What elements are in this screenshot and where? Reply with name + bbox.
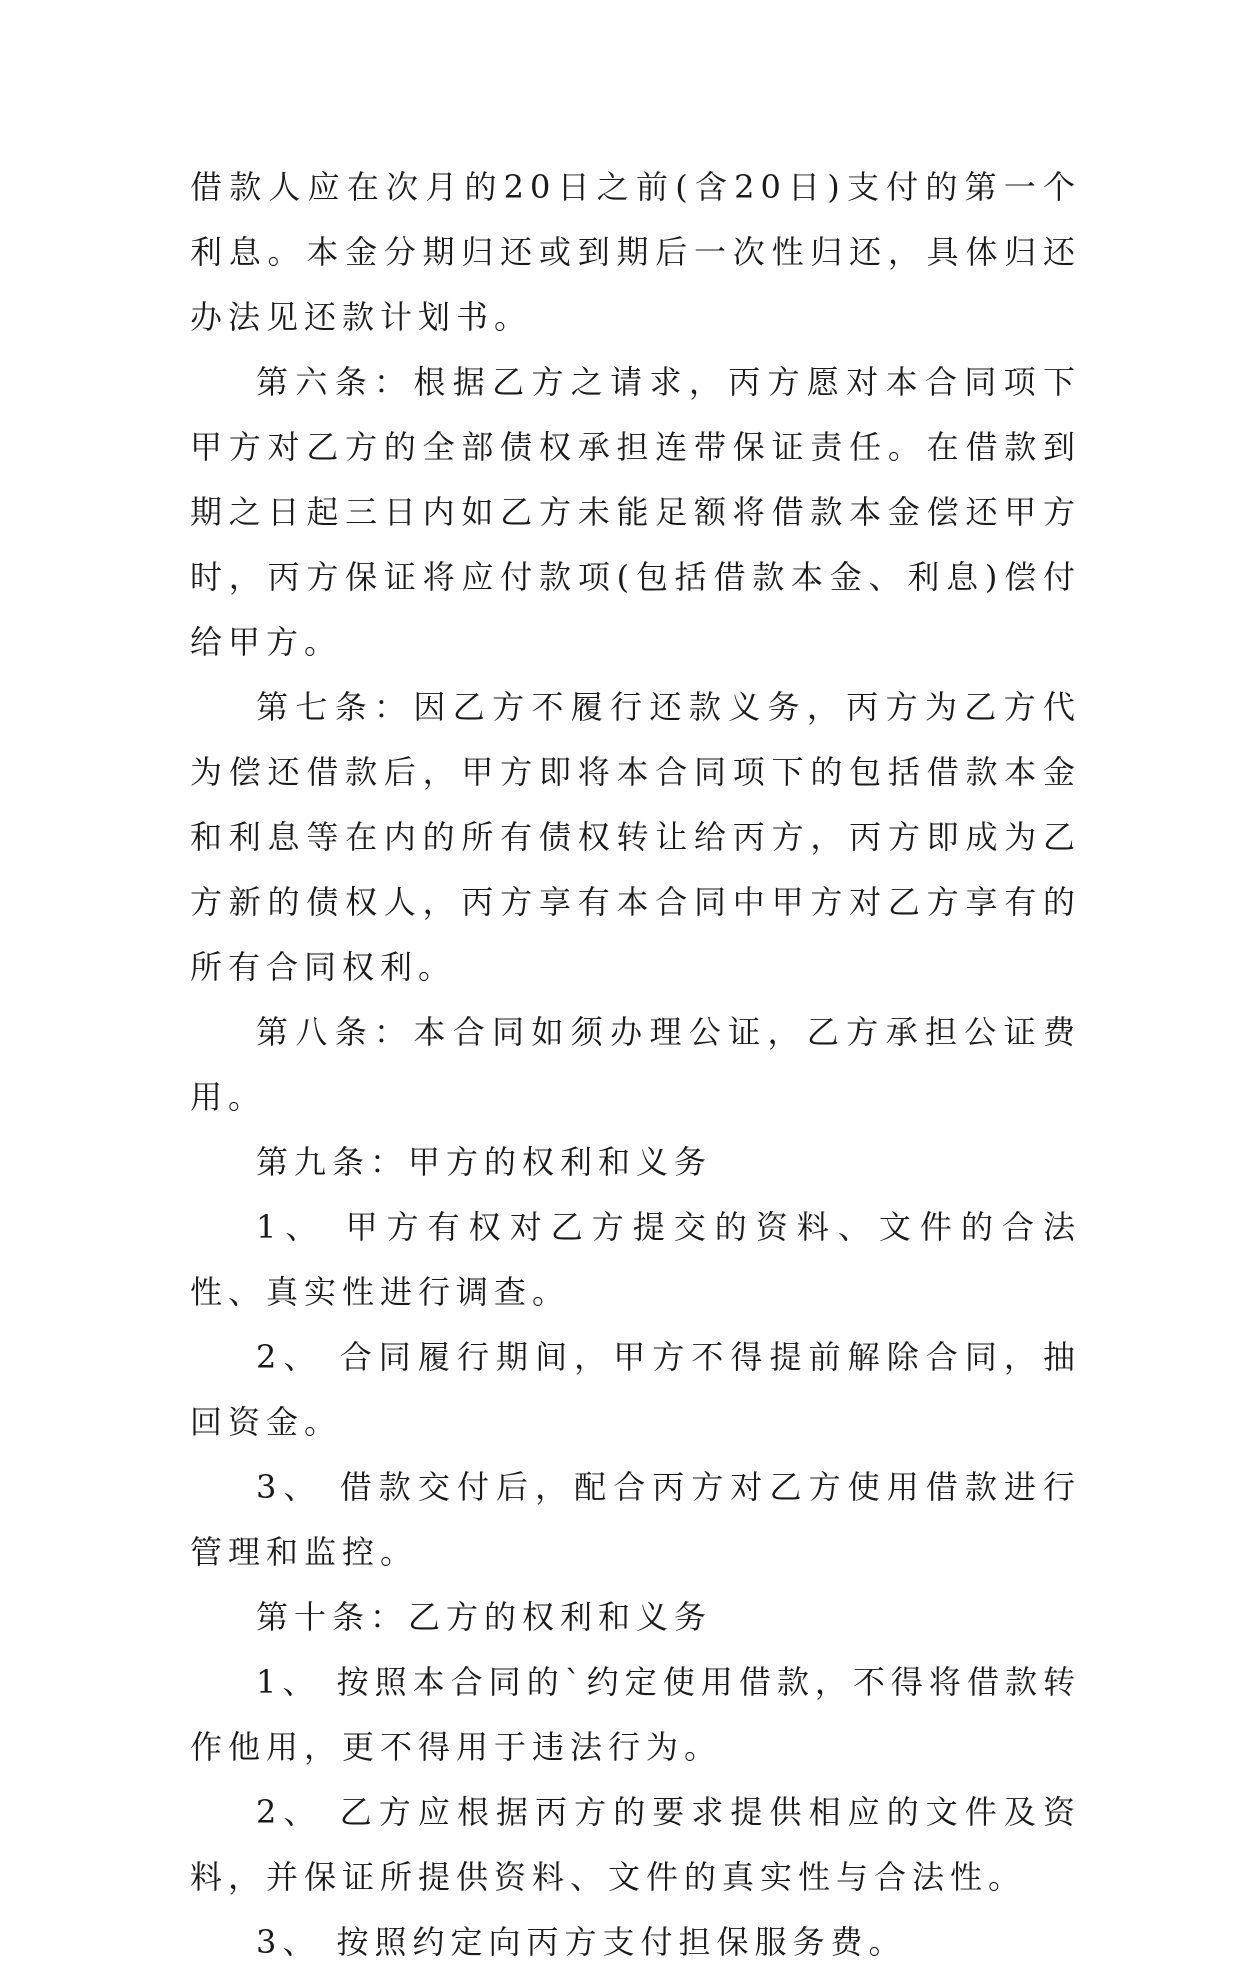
list-item-article-10-3: 3、 按照约定向丙方支付担保服务费。: [256, 1923, 907, 1961]
heading-article-9: 第九条：甲方的权利和义务: [256, 1143, 713, 1181]
heading-article-10: 第十条：乙方的权利和义务: [256, 1598, 713, 1636]
list-item-article-10-2: 2、 乙方应根据丙方的要求提供相应的文件及资料，并保证所提供资料、文件的真实性与合法性。: [190, 1793, 1081, 1896]
list-item-article-9-3: 3、 借款交付后，配合丙方对乙方使用借款进行管理和监控。: [190, 1468, 1081, 1571]
list-item-article-9-1: 1、 甲方有权对乙方提交的资料、文件的合法性、真实性进行调查。: [190, 1208, 1081, 1311]
list-item-article-10-1: 1、 按照本合同的`约定使用借款，不得将借款转作他用，更不得用于违法行为。: [190, 1663, 1081, 1766]
paragraph-article-7: 第七条：因乙方不履行还款义务，丙方为乙方代为偿还借款后，甲方即将本合同项下的包括借款本金和利息等在内的所有债权转让给丙方，丙方即成为乙方新的债权人，丙方享有本合同中甲方对乙方享有的所有合同权利。: [190, 688, 1081, 986]
paragraph-interest-payment: 借款人应在次月的20日之前(含20日)支付的第一个利息。本金分期归还或到期后一次性归还，具体归还办法见还款计划书。: [190, 168, 1081, 336]
paragraph-article-6: 第六条：根据乙方之请求，丙方愿对本合同项下甲方对乙方的全部债权承担连带保证责任。在借款到期之日起三日内如乙方未能足额将借款本金偿还甲方时，丙方保证将应付款项(包括借款本金、利息)偿付给甲方。: [190, 363, 1081, 661]
paragraph-article-8: 第八条：本合同如须办理公证，乙方承担公证费用。: [190, 1013, 1081, 1116]
list-item-article-9-2: 2、 合同履行期间，甲方不得提前解除合同，抽回资金。: [190, 1338, 1081, 1441]
